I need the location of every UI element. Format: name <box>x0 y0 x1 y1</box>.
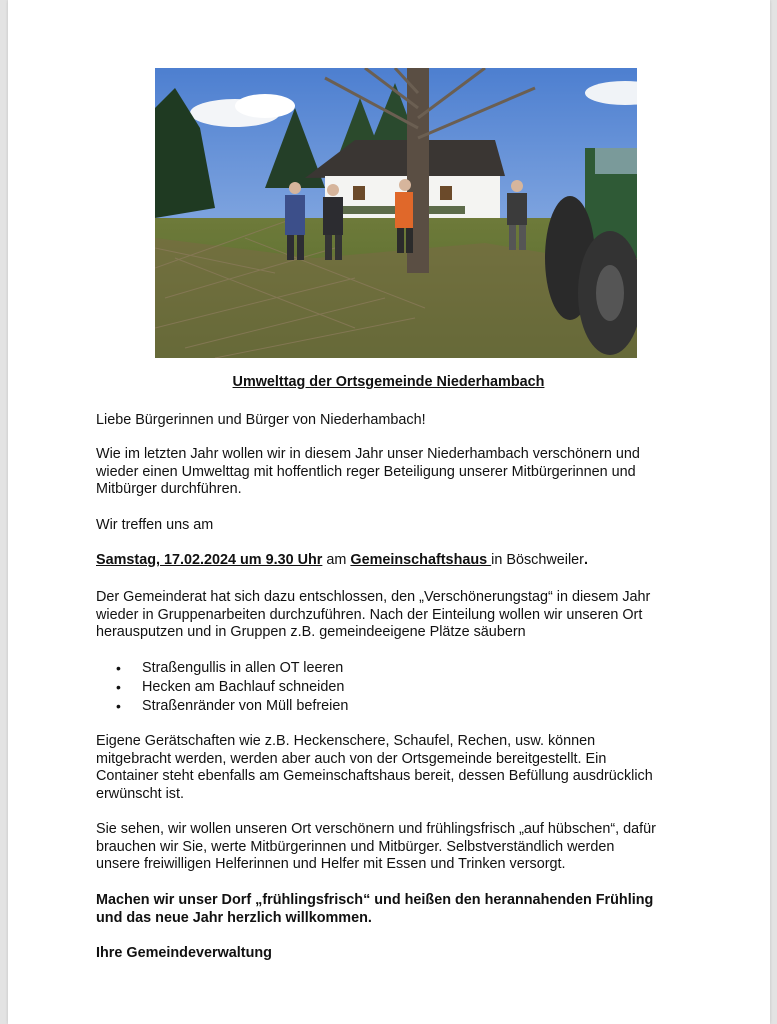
event-location: Gemeinschaftshaus <box>350 552 492 568</box>
list-item: • Straßengullis in allen OT leeren <box>116 660 344 676</box>
bullet: • <box>116 679 121 695</box>
event-photo <box>155 68 637 358</box>
tools-paragraph: Eigene Gerätschaften wie z.B. Heckenschere, Schaufel, Rechen, usw. können mitgebracht werden, werden aber auch von der Ortsgemeinde bereitgestellt. Ein Container steht ebenfalls am Gemeinschaftshaus bereit, dessen Befüllung ausdrücklich erwünscht ist. <box>96 733 653 802</box>
call-to-action: Machen wir unser Dorf „frühlingsfrisch“ und heißen den herannahenden Frühling und das neue Jahr herzlich willkommen. <box>96 892 654 926</box>
meet-line: Wir treffen uns am <box>96 517 214 533</box>
event-place: in Böschweiler <box>491 552 584 568</box>
signature: Ihre Gemeindeverwaltung <box>96 945 272 961</box>
date-location-line <box>96 552 656 570</box>
event-date-time: Samstag, 17.02.2024 um 9.30 Uhr <box>96 552 323 568</box>
greeting: Liebe Bürgerinnen und Bürger von Niederhambach! <box>96 412 426 428</box>
bullet: • <box>116 660 121 676</box>
task-list <box>96 659 348 716</box>
list-item: • Hecken am Bachlauf schneiden <box>116 679 345 695</box>
list-item: • Straßenränder von Müll befreien <box>116 698 349 714</box>
council-paragraph: Der Gemeinderat hat sich dazu entschlossen, den „Verschönerungstag“ in diesem Jahr wieder in Gruppenarbeiten durchzuführen. Nach der Einteilung wollen wir unseren Ort herausputzen und in Gruppen z.B. gemeindeeigene Plätze säubern <box>96 589 651 640</box>
intro-paragraph: Wie im letzten Jahr wollen wir in diesem Jahr unser Niederhambach verschönern und wieder einen Umwelttag mit hoffentlich reger Beteiligung unserer Mitbürgerinnen und Mitbürger durchführen. <box>96 446 640 497</box>
period: . <box>583 552 588 568</box>
at-word: am <box>322 552 351 568</box>
bullet: • <box>116 698 121 714</box>
closing-paragraph: Sie sehen, wir wollen unseren Ort verschönern und frühlingsfrisch „auf hübschen“, dafür brauchen wir Sie, werte Mitbürgerinnen und Mitbürger. Selbstverständlich werden unsere freiwilligen Helferinnen und Helfer mit Essen und Trinken versorgt. <box>96 821 656 872</box>
document-title: Umwelttag der Ortsgemeinde Niederhambach <box>232 374 545 390</box>
